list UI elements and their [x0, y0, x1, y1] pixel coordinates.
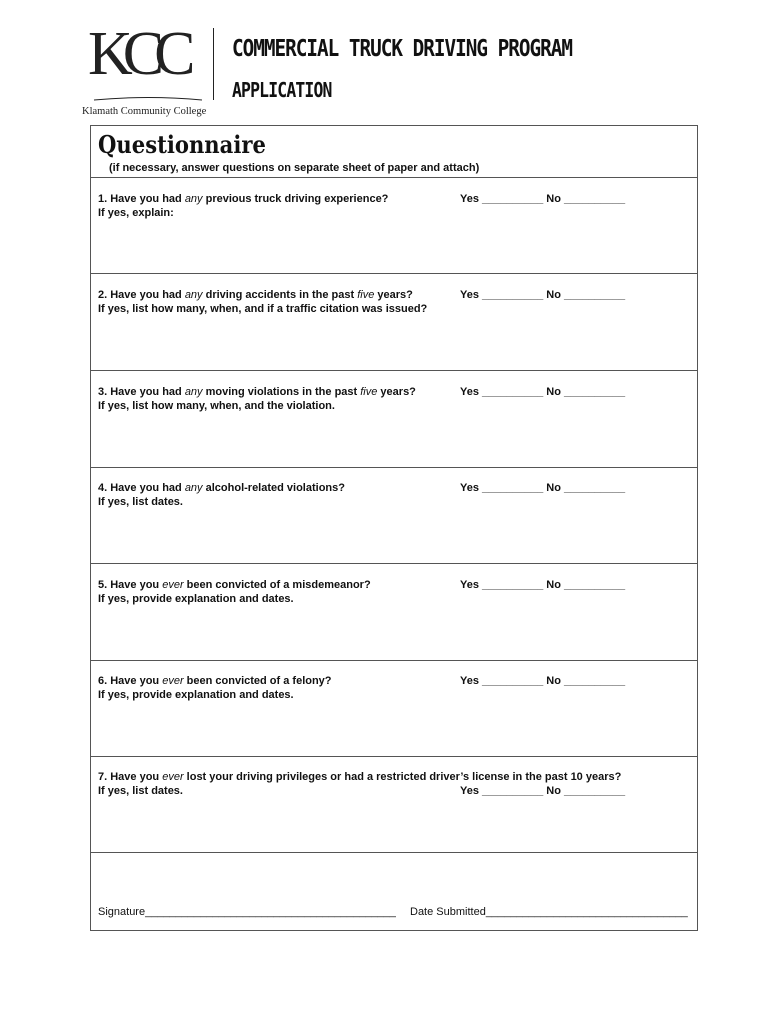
program-title: COMMERCIAL TRUCK DRIVING PROGRAM [232, 36, 572, 62]
question-text: 6. Have you ever been convicted of a felony? [98, 675, 332, 687]
question-text: 2. Have you had any driving accidents in the past five years? [98, 289, 413, 301]
questionnaire-header [91, 126, 697, 178]
yes-no-field[interactable]: Yes __________ No __________ [460, 675, 626, 687]
yes-no-field[interactable]: Yes __________ No __________ [460, 785, 626, 797]
question-row[interactable] [91, 467, 697, 564]
question-text: 1. Have you had any previous truck driving experience? [98, 193, 389, 205]
signature-field[interactable]: Signature_________________________________________ [98, 906, 396, 918]
yes-no-field[interactable]: Yes __________ No __________ [460, 193, 626, 205]
questionnaire-instructions: (if necessary, answer questions on separate sheet of paper and attach) [109, 162, 480, 174]
kcc-logo [82, 20, 208, 117]
questionnaire-title: Questionnaire [98, 130, 266, 159]
question-row[interactable] [91, 371, 697, 468]
question-text: 4. Have you had any alcohol-related violations? [98, 482, 345, 494]
question-row[interactable] [91, 756, 697, 853]
question-followup: If yes, provide explanation and dates. [98, 689, 294, 701]
question-followup: If yes, list dates. [98, 785, 183, 797]
question-row[interactable] [91, 660, 697, 757]
logo-college-name: Klamath Community College [82, 106, 207, 117]
question-text: 5. Have you ever been convicted of a misdemeanor? [98, 579, 371, 591]
question-followup: If yes, list dates. [98, 496, 183, 508]
question-row[interactable] [91, 177, 697, 274]
question-followup: If yes, explain: [98, 207, 174, 219]
question-text: 7. Have you ever lost your driving privileges or had a restricted driver’s license in the past 10 years? [98, 771, 622, 783]
questionnaire-form [90, 125, 698, 931]
question-row[interactable] [91, 274, 697, 371]
signature-row [91, 852, 697, 930]
question-text: 3. Have you had any moving violations in the past five years? [98, 386, 416, 398]
date-submitted-field[interactable]: Date Submitted_________________________________ [410, 906, 688, 918]
yes-no-field[interactable]: Yes __________ No __________ [460, 579, 626, 591]
question-followup: If yes, list how many, when, and if a traffic citation was issued? [98, 303, 428, 315]
question-followup: If yes, provide explanation and dates. [98, 593, 294, 605]
logo-letters: KCC [88, 20, 186, 88]
application-title: APPLICATION [232, 78, 332, 102]
logo-swoosh-icon [92, 96, 204, 102]
yes-no-field[interactable]: Yes __________ No __________ [460, 482, 626, 494]
question-row[interactable] [91, 564, 697, 661]
yes-no-field[interactable]: Yes __________ No __________ [460, 289, 626, 301]
question-followup: If yes, list how many, when, and the violation. [98, 400, 335, 412]
yes-no-field[interactable]: Yes __________ No __________ [460, 386, 626, 398]
header-divider [213, 28, 214, 100]
